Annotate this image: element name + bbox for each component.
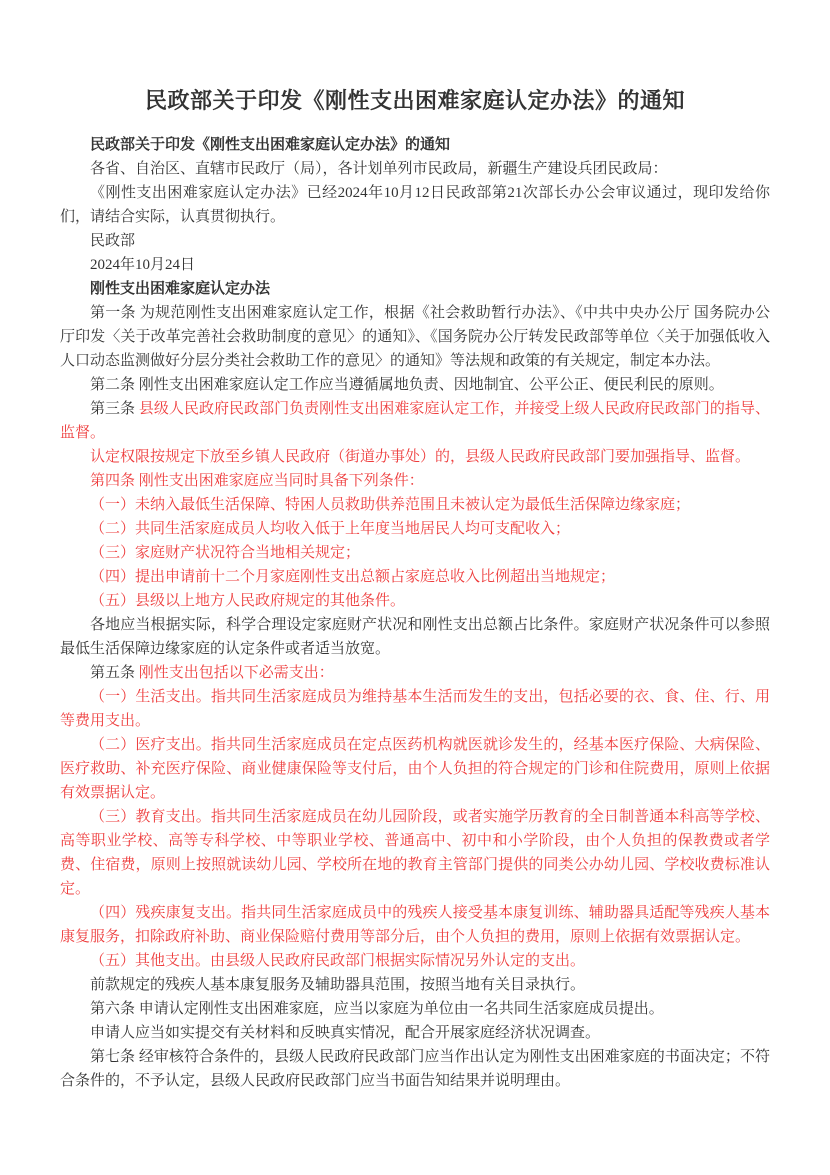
text-segment: （三）教育支出。指共同生活家庭成员在幼儿园阶段，或者实施学历教育的全日制普通本科高等学校、高等职业学校、高等专科学校、中等职业学校、普通高中、初中和小学阶段，由个人负担的保教费或者学费、住宿费，原则上按照就读幼儿园、学校所在地的教育主管部门提供的同类公办幼儿园、学校收费标准认定。 [60, 809, 770, 897]
text-segment: 民政部关于印发《刚性支出困难家庭认定办法》的通知 [90, 137, 451, 153]
paragraph [60, 613, 770, 661]
text-segment: 县级人民政府民政部门负责刚性支出困难家庭认定工作，并接受上级人民政府民政部门的指导、监督。 [60, 401, 770, 441]
text-segment: 各省、自治区、直辖市民政厅（局），各计划单列市民政局，新疆生产建设兵团民政局： [90, 161, 668, 177]
text-segment: 第三条 [90, 401, 139, 417]
text-segment: （一）生活支出。指共同生活家庭成员为维持基本生活而发生的支出，包括必要的衣、食、住、行、用等费用支出。 [60, 689, 770, 729]
paragraph [60, 493, 770, 517]
text-segment: 第二条 刚性支出困难家庭认定工作应当遵循属地负责、因地制宜、公平公正、便民利民的原则。 [90, 377, 724, 393]
text-segment: （二）共同生活家庭成员人均收入低于上年度当地居民人均可支配收入； [90, 521, 571, 537]
paragraph [60, 157, 770, 181]
text-segment: （三）家庭财产状况符合当地相关规定； [90, 545, 361, 561]
paragraph [60, 541, 770, 565]
paragraph [60, 565, 770, 589]
text-segment: 认定权限按规定下放至乡镇人民政府（街道办事处）的，县级人民政府民政部门要加强指导、监督。 [90, 449, 751, 465]
text-segment: 第五条 [90, 665, 139, 681]
text-segment: （五）县级以上地方人民政府规定的其他条件。 [90, 593, 406, 609]
text-segment: 前款规定的残疾人基本康复服务及辅助器具范围，按照当地有关目录执行。 [90, 977, 586, 993]
paragraph [60, 733, 770, 805]
paragraph [60, 661, 770, 685]
text-segment: （四）提出申请前十二个月家庭刚性支出总额占家庭总收入比例超出当地规定； [90, 569, 616, 585]
paragraph [60, 973, 770, 997]
paragraph [60, 685, 770, 733]
document-body [60, 133, 770, 1093]
text-segment: 各地应当根据实际，科学合理设定家庭财产状况和刚性支出总额占比条件。家庭财产状况条件可以参照最低生活保障边缘家庭的认定条件或者适当放宽。 [60, 617, 770, 657]
paragraph [60, 445, 770, 469]
text-segment: 2024年10月24日 [90, 257, 196, 273]
text-segment: 民政部 [90, 233, 136, 249]
text-segment: 第四条 刚性支出困难家庭应当同时具备下列条件： [90, 473, 424, 489]
paragraph [60, 805, 770, 901]
text-segment: 《刚性支出困难家庭认定办法》已经2024年10月12日民政部第21次部长办公会审议通过，现印发给你们，请结合实际，认真贯彻执行。 [60, 185, 770, 225]
text-segment: （五）其他支出。由县级人民政府民政部门根据实际情况另外认定的支出。 [90, 953, 586, 969]
text-segment: 刚性支出包括以下必需支出： [138, 665, 334, 681]
text-segment: 刚性支出困难家庭认定办法 [90, 281, 271, 297]
paragraph [60, 901, 770, 949]
paragraph [60, 469, 770, 493]
text-segment: （四）残疾康复支出。指共同生活家庭成员中的残疾人接受基本康复训练、辅助器具适配等残疾人基本康复服务，扣除政府补助、商业保险赔付费用等部分后，由个人负担的费用，原则上依据有效票据认定。 [60, 905, 770, 945]
paragraph [60, 949, 770, 973]
paragraph [60, 229, 770, 253]
paragraph [60, 589, 770, 613]
text-segment: （一）未纳入最低生活保障、特困人员救助供养范围且未被认定为最低生活保障边缘家庭； [90, 497, 691, 513]
paragraph [60, 133, 770, 157]
text-segment: （二）医疗支出。指共同生活家庭成员在定点医药机构就医就诊发生的，经基本医疗保险、大病保险、医疗救助、补充医疗保险、商业健康保险等支付后，由个人负担的符合规定的门诊和住院费用，原则上依据有效票据认定。 [60, 737, 770, 801]
paragraph [60, 1021, 770, 1045]
paragraph [60, 373, 770, 397]
document-title: 民政部关于印发《刚性支出困难家庭认定办法》的通知 [144, 88, 685, 113]
paragraph [60, 517, 770, 541]
paragraph [60, 181, 770, 229]
paragraph [60, 301, 770, 373]
text-segment: 第一条 为规范刚性支出困难家庭认定工作，根据《社会救助暂行办法》、《中共中央办公厅 国务院办公厅印发〈关于改革完善社会救助制度的意见〉的通知》、《国务院办公厅转发民政部等单位〈关于加强低收入人口动态监测做好分层分类社会救助工作的意见〉的通知》等法规和政策的有关规定，制定本办法。 [60, 305, 770, 369]
paragraph [60, 277, 770, 301]
paragraph [60, 1045, 770, 1093]
paragraph [60, 397, 770, 445]
text-segment: 第六条 申请认定刚性支出困难家庭，应当以家庭为单位由一名共同生活家庭成员提出。 [90, 1001, 664, 1017]
paragraph [60, 253, 770, 277]
text-segment: 第七条 经审核符合条件的，县级人民政府民政部门应当作出认定为刚性支出困难家庭的书面决定；不符合条件的，不予认定，县级人民政府民政部门应当书面告知结果并说明理由。 [60, 1049, 770, 1089]
text-segment: 申请人应当如实提交有关材料和反映真实情况，配合开展家庭经济状况调查。 [90, 1025, 601, 1041]
paragraph [60, 997, 770, 1021]
